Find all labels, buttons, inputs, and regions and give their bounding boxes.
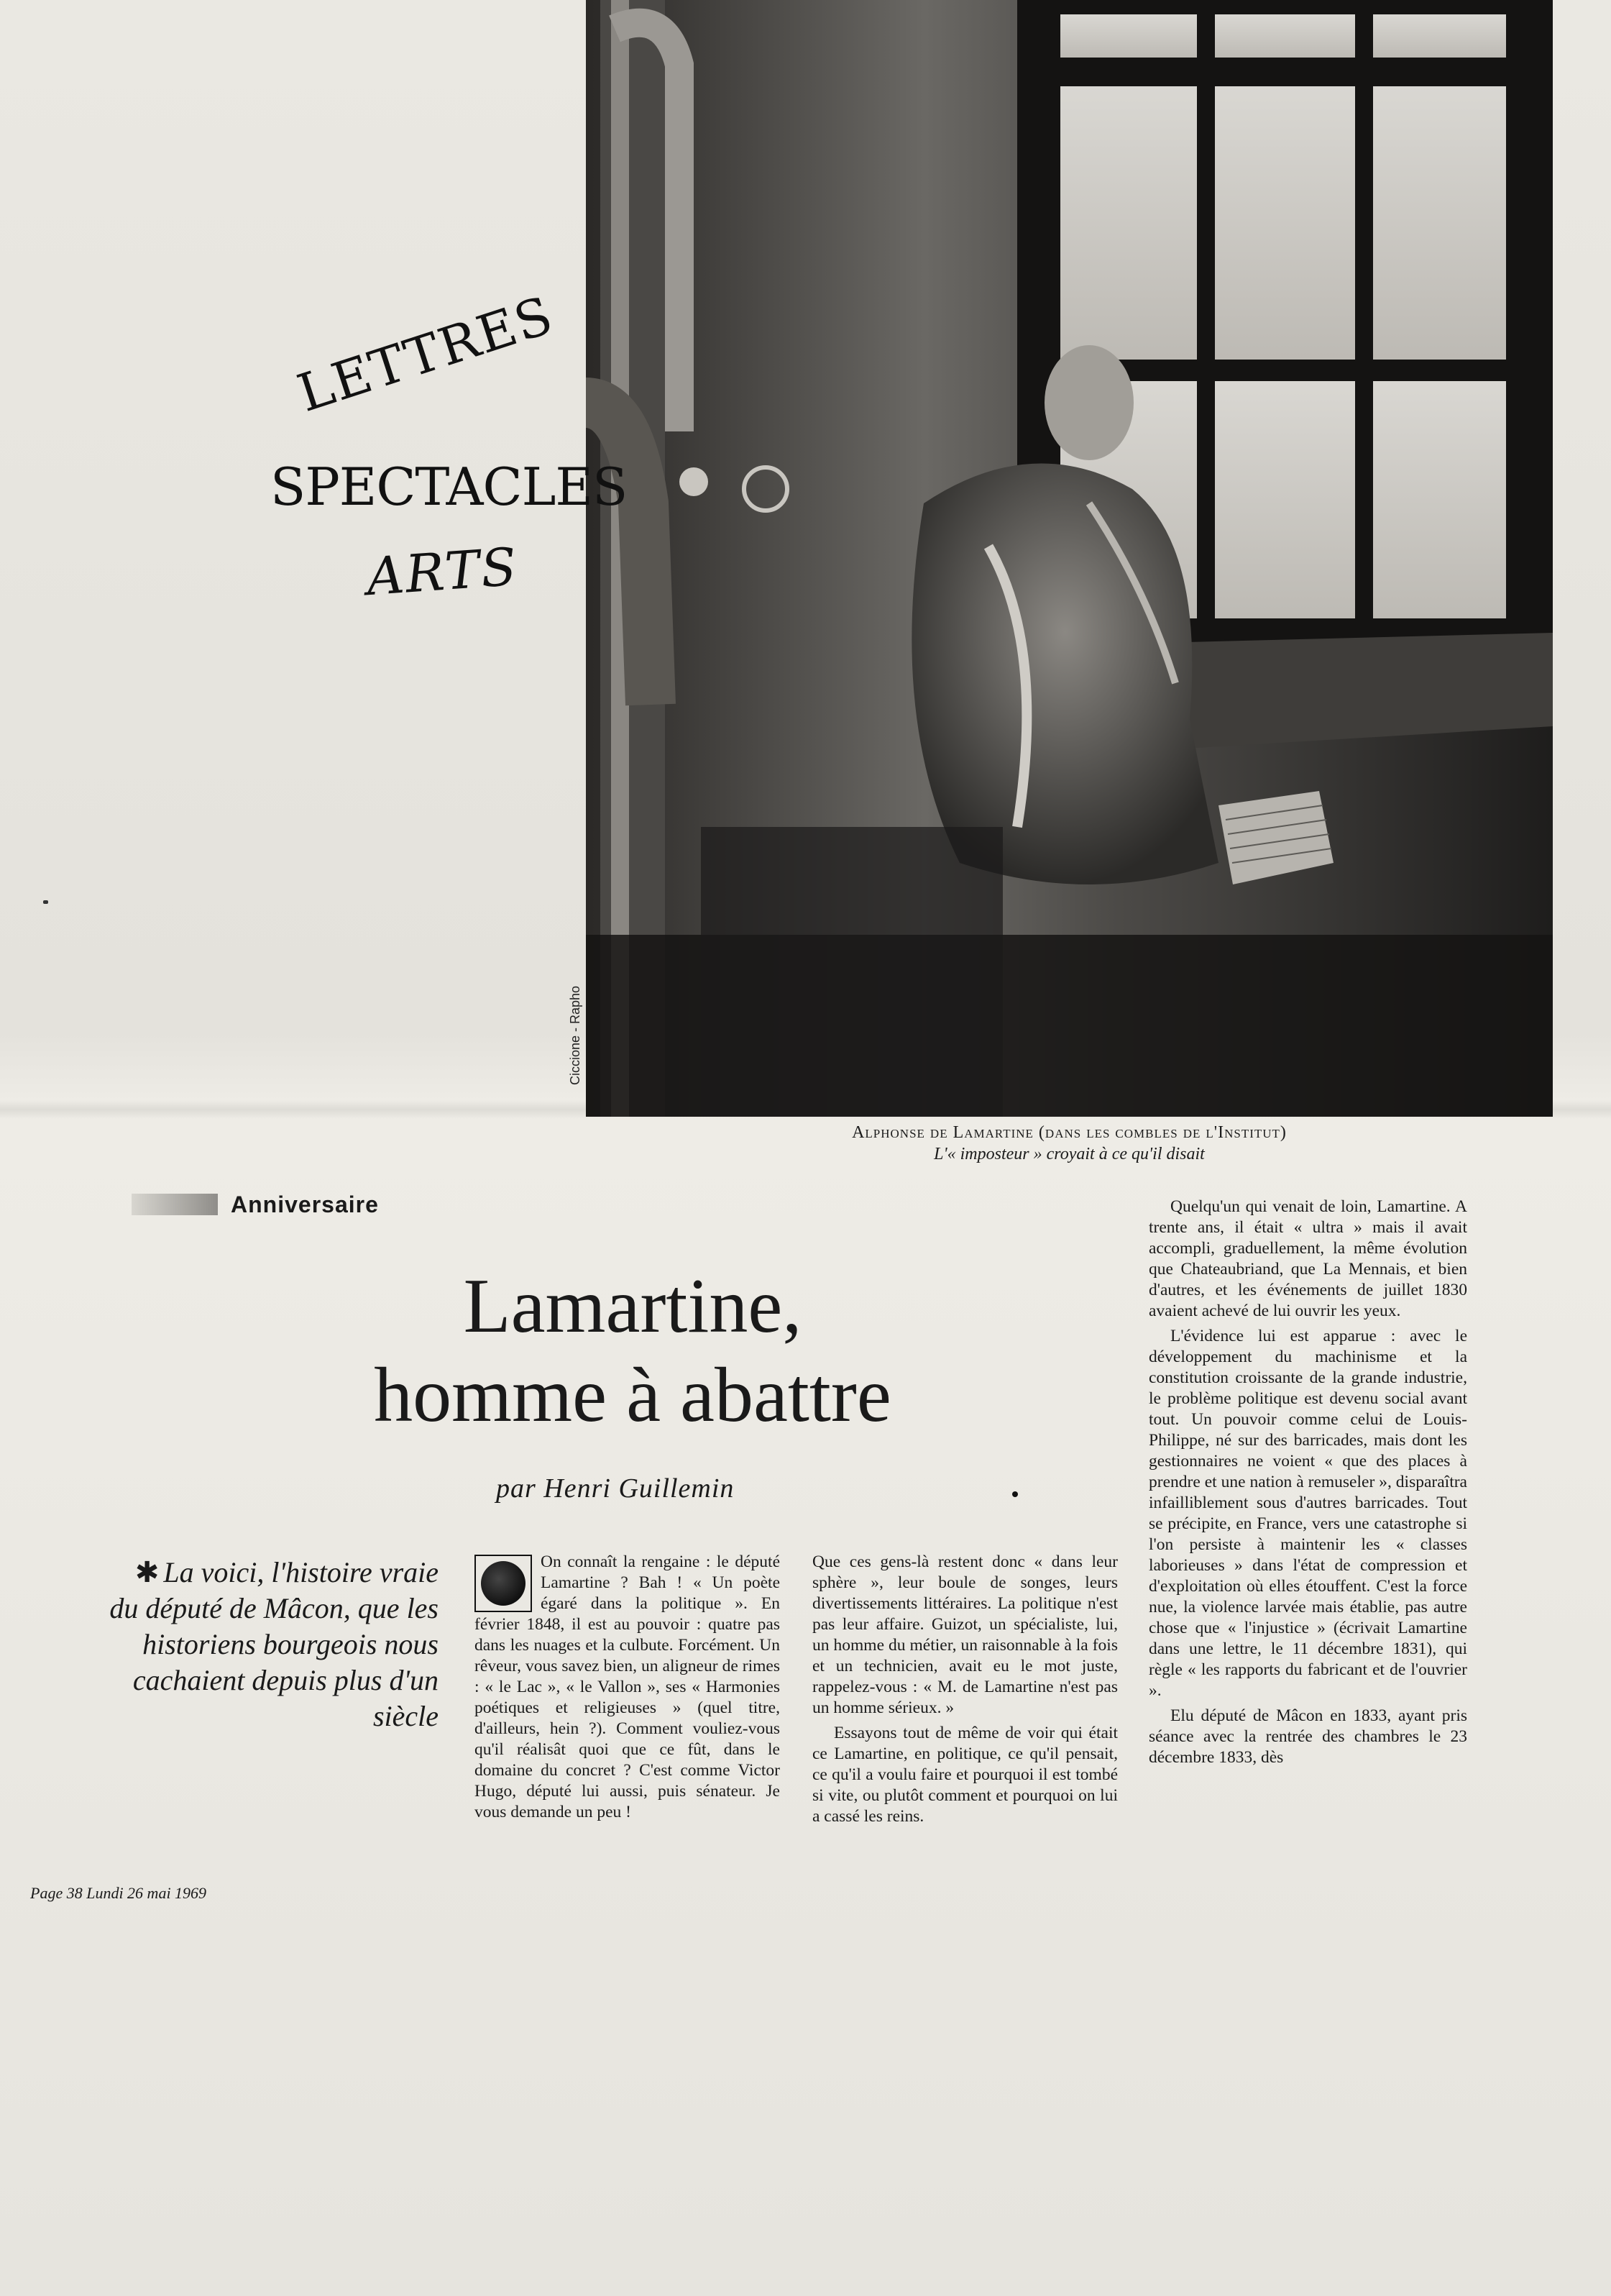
drop-cap-icon (474, 1555, 532, 1612)
lamartine-statue-photo (586, 0, 1553, 1117)
paragraph: Quelqu'un qui venait de loin, Lamartine. A trente ans, il était « ultra » mais il avait accompli, graduellement, la même évolution que Chateaubriand, que La Mennais, et bien d'autres, et les événements de juillet 1830 avaient achevé de lui ouvrir les yeux. (1149, 1197, 1467, 1320)
photo-caption (586, 1122, 1553, 1165)
section-heading (266, 284, 628, 615)
caption-sub: L'« imposteur » croyait à ce qu'il disait (934, 1145, 1205, 1163)
section-spectacles: SPECTACLES (270, 457, 628, 517)
ink-speck (43, 900, 48, 904)
asterisk-icon: ✱ (134, 1556, 160, 1588)
chapo-text: La voici, l'histoire vraie du député de Mâcon, que les historiens bourgeois nous cachaient depuis plus d'un siècle (109, 1556, 439, 1732)
paragraph: Essayons tout de même de voir qui était ce Lamartine, en politique, ce qu'il pensait, ce qu'il a voulu faire et pourquoi il est tombé si vite, ou plutôt comment et pourquoi on lui a cassé les reins. (812, 1724, 1118, 1826)
ink-dot (1012, 1491, 1018, 1497)
section-lettres: LETTRES (290, 284, 561, 424)
article-chapo (101, 1555, 439, 1734)
paragraph: Que ces gens-là restent donc « dans leur sphère », leur boule de songes, leurs divertissements littéraires. La politique n'est pas leur affaire. Guizot, un spécialiste, lui, un homme du métier, un raisonnable à la fois et un technicien, avait eu le mot juste, rappelez-vous : « M. de Lamartine n'est pas un homme sérieux. » (812, 1552, 1118, 1717)
rubric-label: Anniversaire (231, 1191, 379, 1217)
article-headline (273, 1262, 992, 1440)
paragraph: Elu député de Mâcon en 1833, ayant pris séance avec la rentrée des chambres le 23 décembre 1833, dès (1149, 1706, 1467, 1767)
section-arts: ARTS (364, 536, 520, 608)
paragraph: L'évidence lui est apparue : avec le développement du machinisme et la constitution croissante de la grande industrie, le problème politique est devenu social avant tout. Un pouvoir comme celui de Louis-Philippe, né sur des barricades, mais dont les gestionnaires ne voient « que des places à prendre et une nation à remuseler », disparaîtra infailliblement sous d'autres barricades. Tout se précipite, en France, vers une catastrophe si l'on persiste à maintenir les « classes laborieuses » dans l'état de compression et d'exploitation où elles étouffent. C'est la force nue, la violence larvée mais établie, pas autre chose que « l'injustice » (écrivait Lamartine dans une lettre, le 11 décembre 1831), qui règle « les rapports du fabricant et de l'ouvrier ». (1149, 1327, 1467, 1700)
headline-line-2: homme à abattre (374, 1353, 891, 1438)
paragraph-text: On connaît la rengaine : le député Lamartine ? Bah ! « Un poète égaré dans la politique ». En février 1848, il est au pouvoir : quatre pas dans les nuages et la culbute. Forcément. Un rêveur, vous savez bien, un aligneur de rimes : « le Lac », « le Vallon », ses « Harmonies poétiques et religieuses » (quel titre, d'ailleurs, hein ?). Comment vouliez-vous qu'il réalisât quoi que ce fût, dans le domaine du concret ? C'est comme Victor Hugo, député lui aussi, puis sénateur. Je vous demande un peu ! (474, 1552, 780, 1821)
page-footer: Page 38 Lundi 26 mai 1969 (30, 1884, 207, 1902)
photo-credit: Ciccione - Rapho (568, 985, 582, 1086)
headline-line-1: Lamartine, (463, 1263, 802, 1349)
article-byline: par Henri Guillemin (496, 1473, 735, 1504)
rubric (132, 1191, 379, 1218)
article-column-1 (474, 1552, 780, 1827)
rubric-bar (132, 1194, 218, 1215)
article-column-3 (1149, 1197, 1467, 1773)
article-column-2 (812, 1552, 1118, 1831)
caption-main: Alphonse de Lamartine (dans les combles de l'Institut) (852, 1123, 1287, 1142)
paragraph (474, 1552, 780, 1823)
